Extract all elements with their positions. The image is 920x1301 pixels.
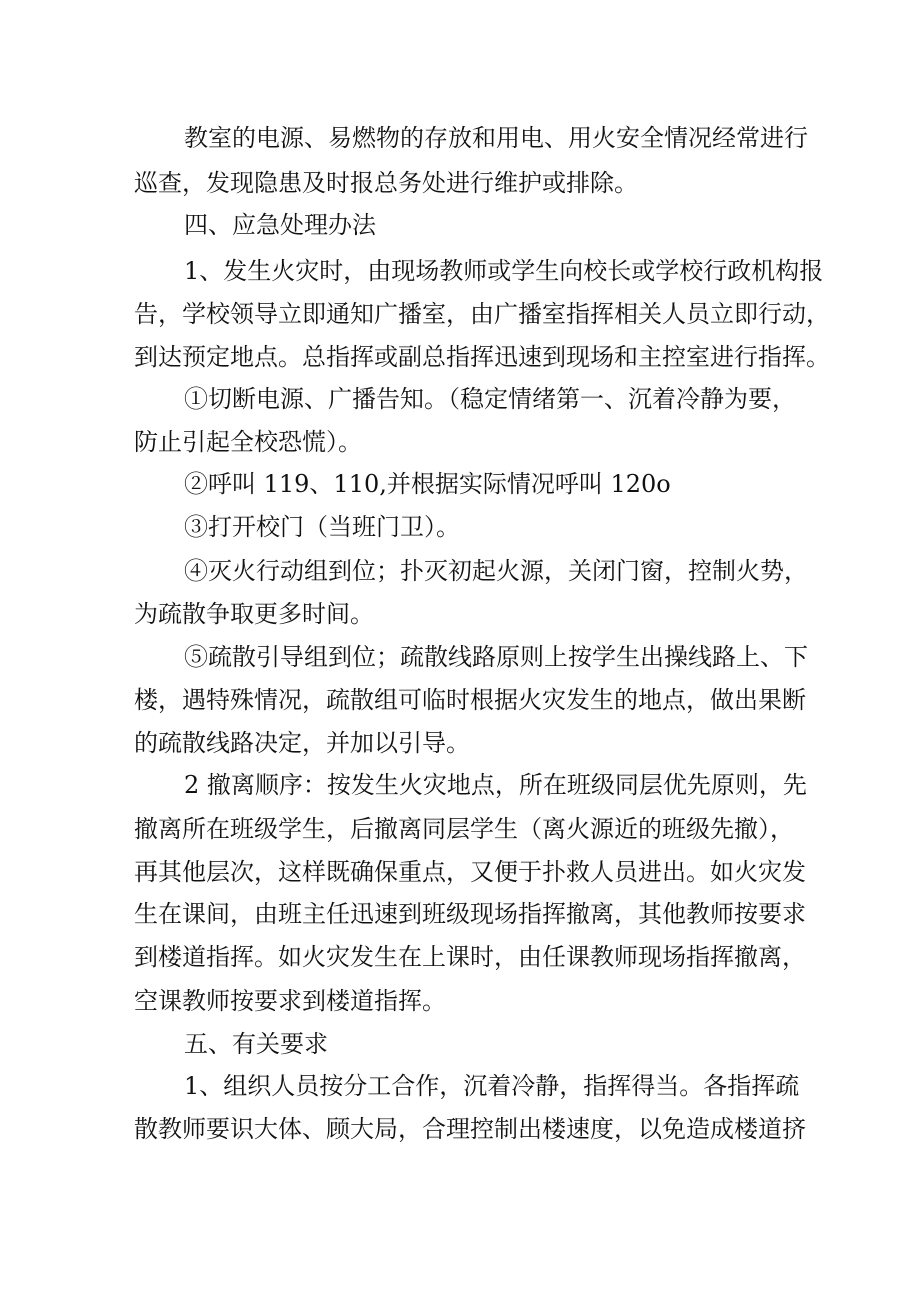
paragraph-line: 1、发生火灾时，由现场教师或学生向校长或学校行政机构报 — [184, 257, 824, 285]
paragraph-line: ⑤疏散引导组到位；疏散线路原则上按学生出操线路上、下 — [184, 643, 808, 671]
paragraph-line: 2 撤离顺序：按发生火灾地点，所在班级同层优先原则，先 — [184, 771, 807, 799]
paragraph-line: 到楼道指挥。如火灾发生在上课时，由任课教师现场指挥撤离， — [134, 943, 806, 971]
section-heading: 四、应急处理办法 — [184, 211, 376, 239]
paragraph-line: 散教师要识大体、顾大局，合理控制出楼速度，以免造成楼道挤 — [134, 1115, 806, 1143]
paragraph-line: 生在课间，由班主任迅速到班级现场指挥撤离，其他教师按要求 — [134, 900, 806, 928]
paragraph-line: ③打开校门（当班门卫）。 — [184, 513, 460, 541]
paragraph-line: 巡查，发现隐患及时报总务处进行维护或排除。 — [134, 169, 638, 197]
paragraph-line: 的疏散线路决定，并加以引导。 — [134, 729, 470, 757]
paragraph-line: 到达预定地点。总指挥或副总指挥迅速到现场和主控室进行指挥。 — [134, 343, 830, 371]
paragraph-line: 防止引起全校恐慌）。 — [134, 428, 362, 456]
paragraph-line: ②呼叫 119、110,并根据实际情况呼叫 120o — [184, 470, 671, 498]
section-heading: 五、有关要求 — [184, 1030, 328, 1058]
paragraph-line: 1、组织人员按分工合作，沉着冷静，指挥得当。各指挥疏 — [184, 1072, 800, 1100]
paragraph-line: 告，学校领导立即通知广播室，由广播室指挥相关人员立即行动， — [134, 300, 830, 328]
paragraph-line: ①切断电源、广播告知。（稳定情绪第一、沉着冷静为要， — [184, 385, 796, 413]
paragraph-line: ④灭火行动组到位；扑灭初起火源，关闭门窗，控制火势， — [184, 557, 808, 585]
paragraph-line: 教室的电源、易燃物的存放和用电、用火安全情况经常进行 — [184, 124, 808, 152]
paragraph-line: 空课教师按要求到楼道指挥。 — [134, 987, 446, 1015]
paragraph-line: 为疏散争取更多时间。 — [134, 600, 374, 628]
paragraph-line: 楼，遇特殊情况，疏散组可临时根据火灾发生的地点，做出果断 — [134, 686, 806, 714]
paragraph-line: 再其他层次，这样既确保重点，又便于扑救人员进出。如火灾发 — [134, 858, 806, 886]
paragraph-line: 撤离所在班级学生，后撤离同层学生（离火源近的班级先撤）， — [134, 815, 794, 843]
